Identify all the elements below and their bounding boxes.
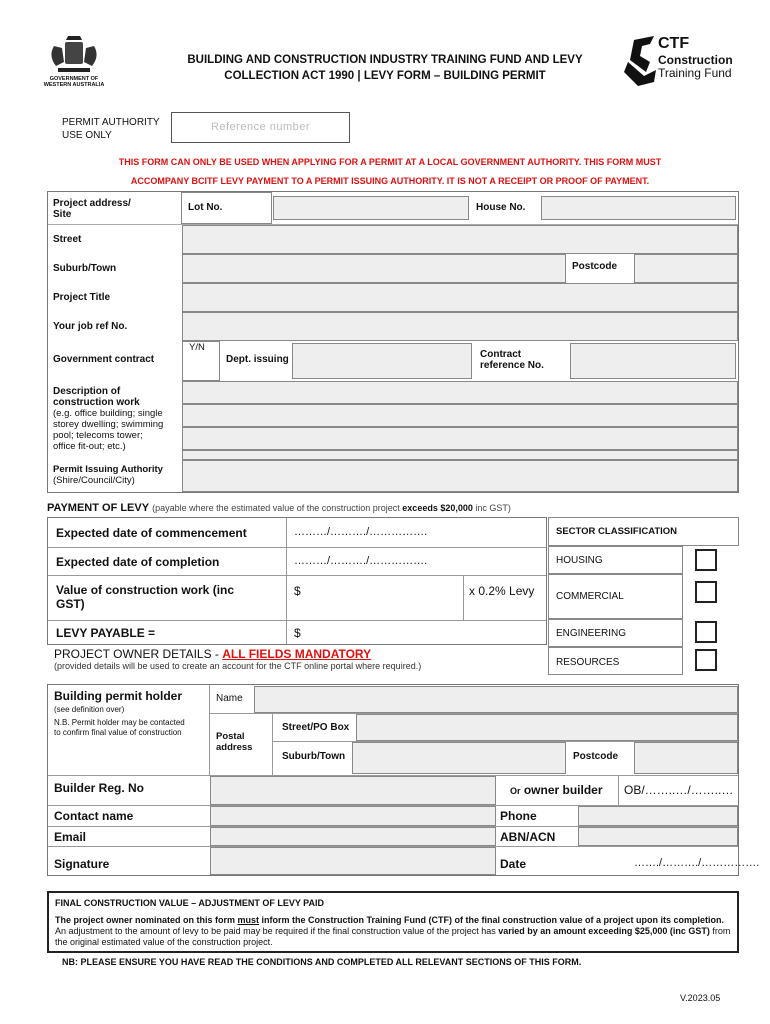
contact-name-field[interactable]	[210, 806, 496, 826]
suburb-label: Suburb/Town	[53, 263, 117, 274]
postal-address-label-2: address	[216, 742, 253, 753]
permit-holder-def: (see definition over)	[54, 705, 125, 714]
sector-table	[548, 517, 739, 677]
street-field[interactable]	[182, 225, 738, 254]
sector-housing-label: HOUSING	[556, 555, 603, 566]
contact-name-label: Contact name	[54, 809, 134, 823]
holder-suburb-label: Suburb/Town	[282, 751, 346, 762]
email-field[interactable]	[210, 827, 496, 846]
final-text-a: The project owner nominated on this form	[55, 915, 238, 925]
ctf-name-1: Construction	[658, 53, 733, 67]
postcode-label: Postcode	[572, 261, 618, 272]
crest-text-2: WESTERN AUSTRALIA	[43, 82, 105, 88]
owner-table	[47, 684, 760, 876]
permit-holder-nb-1: N.B. Permit holder may be contacted	[54, 718, 185, 727]
desc-title-1: Description of	[53, 386, 121, 397]
job-ref-field[interactable]	[182, 312, 738, 341]
name-label: Name	[216, 693, 243, 704]
final-value-box	[47, 891, 739, 953]
desc-example-3: pool; telecoms tower;	[53, 430, 143, 441]
sector-engineering-label: ENGINEERING	[556, 628, 627, 639]
final-text-c: upon its completion.	[636, 915, 725, 925]
commence-date-field[interactable]: ………/………./…………….	[294, 526, 428, 538]
final-text-must: must	[237, 915, 260, 925]
permit-authority-label-1: PERMIT AUTHORITY	[62, 117, 160, 128]
house-no-field[interactable]	[541, 196, 736, 220]
phone-label: Phone	[500, 809, 537, 823]
job-ref-label: Your job ref No.	[53, 321, 128, 332]
permit-holder-nb-2: to confirm final value of construction	[54, 728, 182, 737]
levy-payable-label: LEVY PAYABLE =	[56, 626, 156, 640]
gov-contract-yn-field[interactable]	[182, 341, 220, 381]
project-section	[47, 191, 739, 493]
sector-title: SECTOR CLASSIFICATION	[556, 526, 678, 537]
street-po-field[interactable]	[356, 714, 738, 741]
description-field-1[interactable]	[182, 381, 738, 404]
value-label-2: GST)	[56, 597, 85, 611]
value-dollar-field[interactable]: $	[294, 584, 301, 598]
levy-payable-field[interactable]: $	[294, 626, 301, 640]
completion-label: Expected date of completion	[56, 555, 220, 569]
reference-number-field[interactable]	[171, 112, 350, 143]
reference-number-placeholder: Reference number	[210, 121, 311, 133]
issuing-authority-label-1: Permit Issuing Authority	[53, 464, 163, 475]
owner-builder-label: owner builder	[520, 783, 603, 797]
postal-address-label-1: Postal	[216, 731, 245, 742]
warning-line2: ACCOMPANY BCITF LEVY PAYMENT TO A PERMIT ISSUING AUTHORITY. IT IS NOT A RECEIPT OR PROOF OF PAYMENT.	[130, 176, 650, 186]
desc-example-1: (e.g. office building; single	[53, 408, 163, 419]
ctf-abbr: CTF	[658, 35, 690, 52]
owner-heading-mandatory: ALL FIELDS MANDATORY	[222, 647, 372, 661]
holder-name-field[interactable]	[254, 686, 738, 713]
lot-no-label: Lot No.	[188, 202, 223, 213]
levy-note-bold: exceeds $20,000	[402, 503, 473, 513]
dept-issuing-field[interactable]	[292, 343, 472, 379]
abn-label: ABN/ACN	[500, 830, 556, 844]
issuing-authority-field[interactable]	[182, 460, 738, 492]
desc-example-2: storey dwelling; swimming	[53, 419, 164, 430]
levy-table	[47, 517, 547, 645]
desc-title-2: construction work	[53, 397, 140, 408]
house-no-label: House No.	[476, 202, 526, 213]
warning-line1: THIS FORM CAN ONLY BE USED WHEN APPLYING FOR A PERMIT AT A LOCAL GOVERNMENT AUTHORITY. THIS FORM MUST	[118, 157, 662, 167]
lot-no-field[interactable]	[273, 196, 469, 220]
street-po-label: Street/PO Box	[282, 722, 350, 733]
sector-resources-checkbox[interactable]	[695, 649, 717, 671]
contract-ref-label-2: reference No.	[480, 360, 544, 371]
builder-reg-label: Builder Reg. No	[54, 781, 145, 795]
street-label: Street	[53, 234, 82, 245]
builder-reg-field[interactable]	[210, 776, 496, 805]
sector-engineering-checkbox[interactable]	[695, 621, 717, 643]
version-label: V.2023.05	[680, 993, 721, 1003]
description-field-2[interactable]	[182, 404, 738, 427]
holder-postcode-field[interactable]	[634, 742, 738, 774]
project-address-label-1: Project address/	[53, 198, 131, 209]
issuing-authority-label-2: (Shire/Council/City)	[53, 475, 135, 486]
owner-builder-field[interactable]: OB/……..…/……..…	[624, 783, 734, 797]
final-text-f: amount exceeding $25,000 (inc GST)	[553, 926, 710, 936]
ctf-name-2: Training Fund	[658, 66, 732, 80]
desc-example-4: office fit-out; etc.)	[53, 441, 126, 452]
sector-resources-label: RESOURCES	[556, 657, 620, 668]
levy-note-start: (payable where the estimated value of the construction project	[152, 503, 403, 513]
holder-postcode-label: Postcode	[573, 751, 619, 762]
abn-field[interactable]	[578, 827, 738, 846]
final-text-b: inform the Construction Training Fund (CTF) of the final construction value of a project	[259, 915, 634, 925]
form-title-line1: BUILDING AND CONSTRUCTION INDUSTRY TRAINING FUND AND LEVY	[187, 54, 583, 66]
sector-housing-checkbox[interactable]	[695, 549, 717, 571]
owner-note: (provided details will be used to create an account for the CTF online portal where required.)	[54, 661, 422, 671]
levy-rate: x 0.2% Levy	[469, 584, 535, 598]
value-label-1: Value of construction work (inc	[56, 583, 235, 597]
signature-field[interactable]	[210, 847, 496, 875]
signature-date-field[interactable]: ……./………./…………….	[634, 857, 760, 869]
levy-heading: PAYMENT OF LEVY	[47, 502, 150, 514]
final-text-g: from the original estimated value of the construction project.	[55, 926, 731, 947]
permit-authority-label-2: USE ONLY	[62, 130, 112, 141]
final-value-title: FINAL CONSTRUCTION VALUE – ADJUSTMENT OF LEVY PAID	[55, 898, 325, 908]
contract-ref-field[interactable]	[570, 343, 736, 379]
project-title-field[interactable]	[182, 283, 738, 312]
final-text-d: An adjustment to the amount of levy to be paid may be required if the final construction value of the project has	[55, 926, 499, 936]
completion-date-field[interactable]: ………/………./…………….	[294, 555, 428, 567]
dept-issuing-label: Dept. issuing	[226, 354, 289, 365]
sector-commercial-checkbox[interactable]	[695, 581, 717, 603]
date-label: Date	[500, 857, 527, 871]
project-title-label: Project Title	[53, 292, 111, 303]
gov-contract-label: Government contract	[53, 354, 155, 365]
form-title-line2: COLLECTION ACT 1990 | LEVY FORM – BUILDING PERMIT	[224, 70, 546, 82]
final-text-e: varied by an	[498, 926, 551, 936]
description-field-3[interactable]	[182, 427, 738, 450]
commence-label: Expected date of commencement	[56, 526, 247, 540]
levy-note-end: inc GST)	[472, 503, 511, 513]
or-label: Or	[510, 786, 521, 796]
sector-commercial-label: COMMERCIAL	[556, 591, 624, 602]
postcode-field[interactable]	[634, 254, 738, 283]
contract-ref-label-1: Contract	[480, 349, 522, 360]
project-address-label-2: Site	[53, 209, 72, 220]
crest-text-1: GOVERNMENT OF	[49, 76, 99, 82]
description-field-4[interactable]	[182, 450, 738, 460]
holder-suburb-field[interactable]	[352, 742, 566, 774]
yn-label: Y/N	[189, 342, 205, 353]
email-label: Email	[54, 830, 87, 844]
footer-note: NB: PLEASE ENSURE YOU HAVE READ THE CONDITIONS AND COMPLETED ALL RELEVANT SECTIONS OF THIS FORM.	[62, 957, 582, 967]
signature-label: Signature	[54, 857, 110, 871]
suburb-field[interactable]	[182, 254, 566, 283]
final-value-text	[55, 915, 731, 948]
permit-holder-label: Building permit holder	[54, 689, 182, 703]
owner-heading: PROJECT OWNER DETAILS -	[54, 647, 223, 661]
phone-field[interactable]	[578, 806, 738, 826]
